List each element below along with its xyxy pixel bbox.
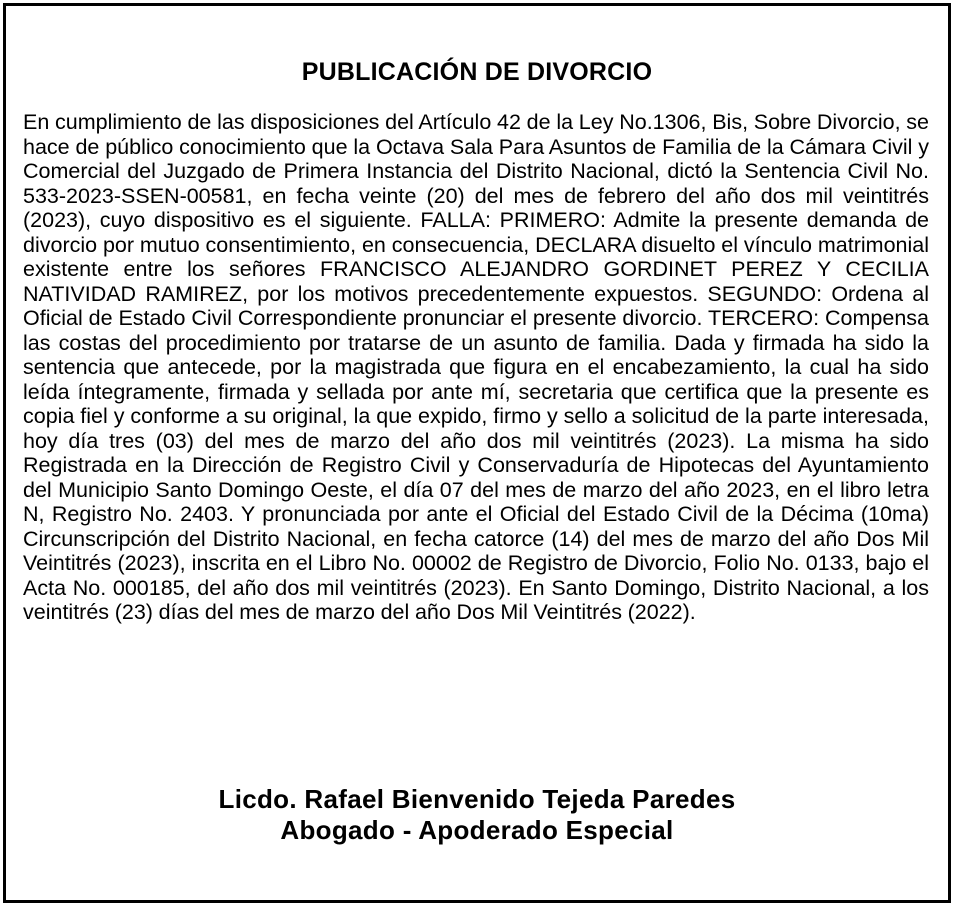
signatory-name: Licdo. Rafael Bienvenido Tejeda Paredes [218,784,736,814]
notice-title: PUBLICACIÓN DE DIVORCIO [301,58,653,86]
signatory-role: Abogado - Apoderado Especial [280,815,674,845]
signature-block [6,784,948,846]
divorce-notice [3,3,951,903]
notice-body: En cumplimiento de las disposiciones del Artículo 42 de la Ley No.1306, Bis, Sobre Divorcio, se hace de público conocimiento que la Octava Sala Para Asuntos de Familia de la Cámara Civil y Comercial del Juzgado de Primera Instancia del Distrito Nacional, dictó la Sentencia Civil No. 533-2023-SSEN-00581, en fecha veinte (20) del mes de febrero del año dos mil veintitrés (2023), cuyo dispositivo es el siguiente. FALLA: PRIMERO: Admite la presente demanda de divorcio por mutuo consentimiento, en consecuencia, DECLARA disuelto el vínculo matrimonial existente entre los señores FRANCISCO ALEJANDRO GORDINET PEREZ Y CECILIA NATIVIDAD RAMIREZ, por los motivos precedentemente expuestos. SEGUNDO: Ordena al Oficial de Estado Civil Correspondiente pronunciar el presente divorcio. TERCERO: Compensa las costas del procedimiento por tratarse de un asunto de familia. Dada y firmada ha sido la sentencia que antecede, por la magistrada que figura en el encabezamiento, la cual ha sido leída íntegramente, firmada y sellada por ante mí, secretaria que certifica que la presente es copia fiel y conforme a su original, la que expido, firmo y sello a solicitud de la parte interesada, hoy día tres (03) del mes de marzo del año dos mil veintitrés (2023). La misma ha sido Registrada en la Dirección de Registro Civil y Conservaduría de Hipotecas del Ayuntamiento del Municipio Santo Domingo Oeste, el día 07 del mes de marzo del año 2023, en el libro letra N, Registro No. 2403. Y pronunciada por ante el Oficial del Estado Civil de la Décima (10ma) Circunscripción del Distrito Nacional, en fecha catorce (14) del mes de marzo del año Dos Mil Veintitrés (2023), inscrita en el Libro No. 00002 de Registro de Divorcio, Folio No. 0133, bajo el Acta No. 000185, del año dos mil veintitrés (2023). En Santo Domingo, Distrito Nacional, a los veintitrés (23) días del mes de marzo del año Dos Mil Veintitrés (2022). [23,110,929,624]
